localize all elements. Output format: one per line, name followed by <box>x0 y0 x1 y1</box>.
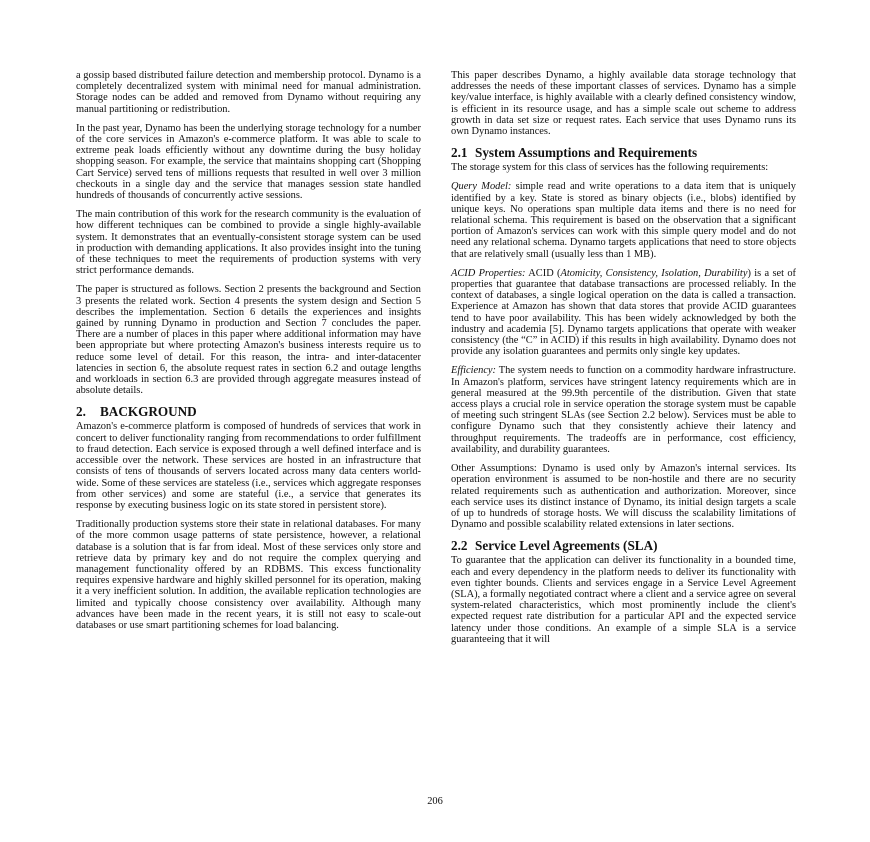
paragraph-relational-databases: Traditionally production systems store their state in relational databases. For many of the more common usage patterns of state persistence, however, a relational database is a solution that is far from ideal. Most of these services only store and retrieve data by primary key and do not require the complex querying and management functionality offered by an RDBMS. This excess functionality requires expensive hardware and highly skilled personnel for its operation, making it a very inefficient solution. In addition, the available replication technologies are limited and typically choose consistency over availability. Although many advances have been made in the recent years, it is still not easy to scale-out databases or use smart partitioning schemes for load balancing. <box>76 519 421 631</box>
paragraph-query-model <box>451 181 796 259</box>
acid-text: ) is a set of properties that guarantee that database transactions are processed reliably. In the context of databases, a single logical operation on the data is called a transaction. Experience at Amazon has shown that data stores that provide ACID guarantees tend to have poor availability. This has been widely acknowledged by both the industry and academia [5]. Dynamo targets applications that operate with weaker consistency (the “C” in ACID) if this results in high availability. Dynamo does not provide any isolation guarantees and permits only single key updates. <box>451 267 796 358</box>
efficiency-label: Efficiency: <box>451 365 496 377</box>
paragraph-intro-gossip: a gossip based distributed failure detection and membership protocol. Dynamo is a completely decentralized system with minimal need for manual administration. Storage nodes can be added and removed from Dynamo without requiring any manual partitioning or redistribution. <box>76 70 421 115</box>
paragraph-ecommerce-platform: Amazon's e-commerce platform is composed of hundreds of services that work in concert to deliver functionality ranging from recommendations to order fulfillment to fraud detection. Each service is exposed through a well defined interface and is accessible over the network. These services are hosted in an infrastructure that consists of tens of thousands of servers located across many data centers world-wide. Some of these services are stateless (i.e., services which aggregate responses from other services) and some are stateful (i.e., a service that generates its response by executing business logic on its state stored in persistent store). <box>76 421 421 511</box>
section-number: 2. <box>76 404 86 420</box>
paragraph-other-assumptions: Other Assumptions: Dynamo is used only by Amazon's internal services. Its operation environment is assumed to be non-hostile and there are no security related requirements such as authentication and authorization. Moreover, since each service uses its distinct instance of Dynamo, its initial design targets a scale of up to hundreds of storage hosts. We will discuss the scalability limitations of Dynamo and possible scalability related extensions in later sections. <box>451 463 796 531</box>
paragraph-paper-structure: The paper is structured as follows. Section 2 presents the background and Section 3 presents the related work. Section 4 presents the system design and Section 5 describes the implementation. Section 6 details the experiences and insights gained by running Dynamo in production and Section 7 concludes the paper. There are a number of places in this paper where additional information may have been appropriate but where protecting Amazon's business interests require us to reduce some level of detail. For this reason, the intra- and inter-datacenter latencies in section 6, the absolute request rates in section 6.2 and outage lengths and workloads in section 6.3 are provided through aggregate measures instead of absolute details. <box>76 284 421 397</box>
section-heading-2-1 <box>451 145 796 160</box>
section-number: 2.2 <box>451 538 468 554</box>
section-heading-background <box>76 404 421 419</box>
query-model-text: simple read and write operations to a data item that is uniquely identified by a key. State is stored as binary objects (i.e., blobs) identified by unique keys. No operations span multiple data items and there is no need for relational schema. This requirement is based on the observation that a significant portion of Amazon's services can work with this simple query model and do not need any relational schema. Dynamo targets applications that need to store objects that are relatively small (usually less than 1 MB). <box>451 181 797 260</box>
query-model-label: Query Model: <box>451 181 512 193</box>
right-column <box>451 70 796 653</box>
paragraph-requirements-intro: The storage system for this class of services has the following requirements: <box>451 162 769 174</box>
paragraph-past-year: In the past year, Dynamo has been the underlying storage technology for a number of the core services in Amazon's e-commerce platform. It was able to scale to extreme peak loads efficiently without any downtime during the busy holiday shopping season. For example, the service that maintains shopping cart (Shopping Cart Service) served tens of millions requests that resulted in well over 3 million checkouts in a single day and the service that manages session state handled hundreds of thousands of concurrently active sessions. <box>76 122 421 202</box>
section-title: BACKGROUND <box>100 404 197 420</box>
efficiency-text: The system needs to function on a commodity hardware infrastructure. In Amazon's platform, services have stringent latency requirements which are in general measured at the 99.9th percentile of the distribution. Given that state access plays a crucial role in service operation the storage system must be capable of meeting such stringent SLAs (see Section 2.2 below). Services must be able to configure Dynamo such that they consistently achieve their latency and throughput requirements. The tradeoffs are in performance, cost efficiency, availability, and durability guarantees. <box>451 365 796 455</box>
paragraph-acid-properties <box>451 268 796 358</box>
page-number: 206 <box>427 796 443 807</box>
acid-intro: ACID ( <box>525 267 561 279</box>
acid-terms: Atomicity, Consistency, Isolation, Durability <box>560 267 748 279</box>
paragraph-dynamo-description: This paper describes Dynamo, a highly available data storage technology that addresses the needs of these important classes of services. Dynamo has a simple key/value interface, is highly available with a clearly defined consistency window, is efficient in its resource usage, and has a simple scale out scheme to address growth in data set size or request rates. Each service that uses Dynamo runs its own Dynamo instances. <box>451 70 796 138</box>
paragraph-main-contribution: The main contribution of this work for the research community is the evaluation of how different techniques can be combined to provide a single highly-available system. It demonstrates that an eventually-consistent storage system can be used in production with demanding applications. It also provides insight into the tuning of these techniques to meet the requirements of production systems with very strict performance demands. <box>76 209 421 277</box>
acid-label: ACID Properties: <box>451 267 526 279</box>
section-number: 2.1 <box>451 145 468 161</box>
paragraph-efficiency <box>451 365 796 455</box>
section-title: Service Level Agreements (SLA) <box>475 538 658 554</box>
paragraph-sla: To guarantee that the application can deliver its functionality in a bounded time, each and every dependency in the platform needs to deliver its functionality with even tighter bounds. Clients and services engage in a Service Level Agreement (SLA), a formally negotiated contract where a client and a service agree on several system-related characteristics, which most prominently include the client's expected request rate distribution for a particular API and the expected service latency under those conditions. An example of a simple SLA is a service guaranteeing that it will <box>451 555 796 645</box>
left-column <box>76 70 421 639</box>
section-title: System Assumptions and Requirements <box>475 145 698 161</box>
section-heading-2-2 <box>451 538 796 553</box>
